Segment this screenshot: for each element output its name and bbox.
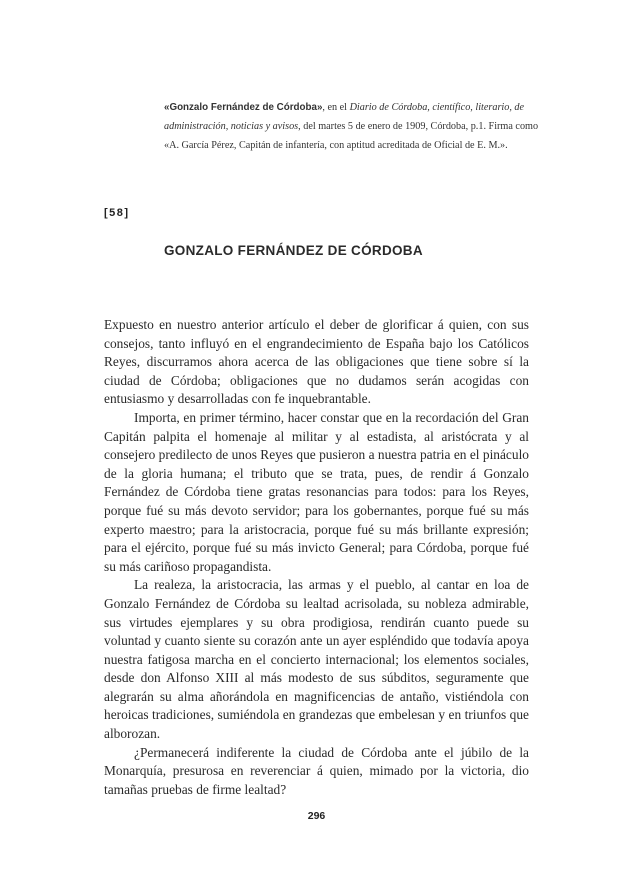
source-note-title: «Gonzalo Fernández de Córdoba»: [164, 102, 323, 113]
article-body: [104, 316, 529, 799]
paragraph-1: Expuesto en nuestro anterior artículo el deber de glorificar á quien, con sus consejos, tanto influyó en el engrandecimiento de España bajo los Católicos Reyes, discurramos ahora acerca de las obligaciones que tiene sobre sí la ciudad de Córdoba; obligaciones que no dudamos serán acogidas con entusiasmo y desarrolladas con fe inquebrantable.: [104, 317, 529, 407]
source-note-details: , del martes 5 de enero de 1909, Córdoba, p.1. Firma como «A. García Pérez, Capitán de infantería, con aptitud acreditada de Oficial de E. M.».: [164, 121, 539, 151]
paragraph-3: La realeza, la aristocracia, las armas y el pueblo, al cantar en loa de Gonzalo Fernández de Córdoba su lealtad acrisolada, su nobleza admirable, sus virtudes ejemplares y su obra prodigiosa, rendirán cuanto puede su voluntad y cuanto siente su corazón ante un ayer espléndido que todavía apoya nuestra fatigosa marcha en el concierto internacional; los elementos sociales, desde don Alfonso XIII al más modesto de sus súbditos, seguramente que alegrarán su alma añorándola en magnificencias de antaño, vistiéndola con heroicas tradiciones, sumiéndola en grandezas que embelesan y en triunfos que alborozan.: [104, 577, 529, 742]
source-note-connector: , en el: [322, 102, 350, 113]
source-note: [164, 98, 544, 155]
document-number: [58]: [104, 207, 130, 219]
page-number: 296: [307, 810, 326, 822]
document-title: GONZALO FERNÁNDEZ DE CÓRDOBA: [164, 243, 423, 258]
paragraph-4: ¿Permanecerá indiferente la ciudad de Córdoba ante el júbilo de la Monarquía, presurosa en reverenciar á quien, mimado por la victoria, dio tamañas pruebas de firme lealtad?: [104, 744, 529, 797]
paragraph-2: Importa, en primer término, hacer constar que en la recordación del Gran Capitán palpita el homenaje al militar y al estadista, al aristócrata y al consejero predilecto de unos Reyes que pusieron a nuestra patria en el pináculo de la gloria humana; el tributo que se trata, pues, de rendir á Gonzalo Fernández de Córdoba tiene gratas resonancias para todos: para los Reyes, porque fué su más devoto servidor; para los gobernantes, porque fué su más experto maestro; para la aristocracia, porque fué su más brillante expresión; para el ejército, porque fué su más invicto General; para Córdoba, porque fué su más cariñoso propagandista.: [104, 409, 529, 574]
source-note-periodical: Diario de Córdoba, científico, literario, de administración, noticias y avisos: [164, 102, 525, 132]
